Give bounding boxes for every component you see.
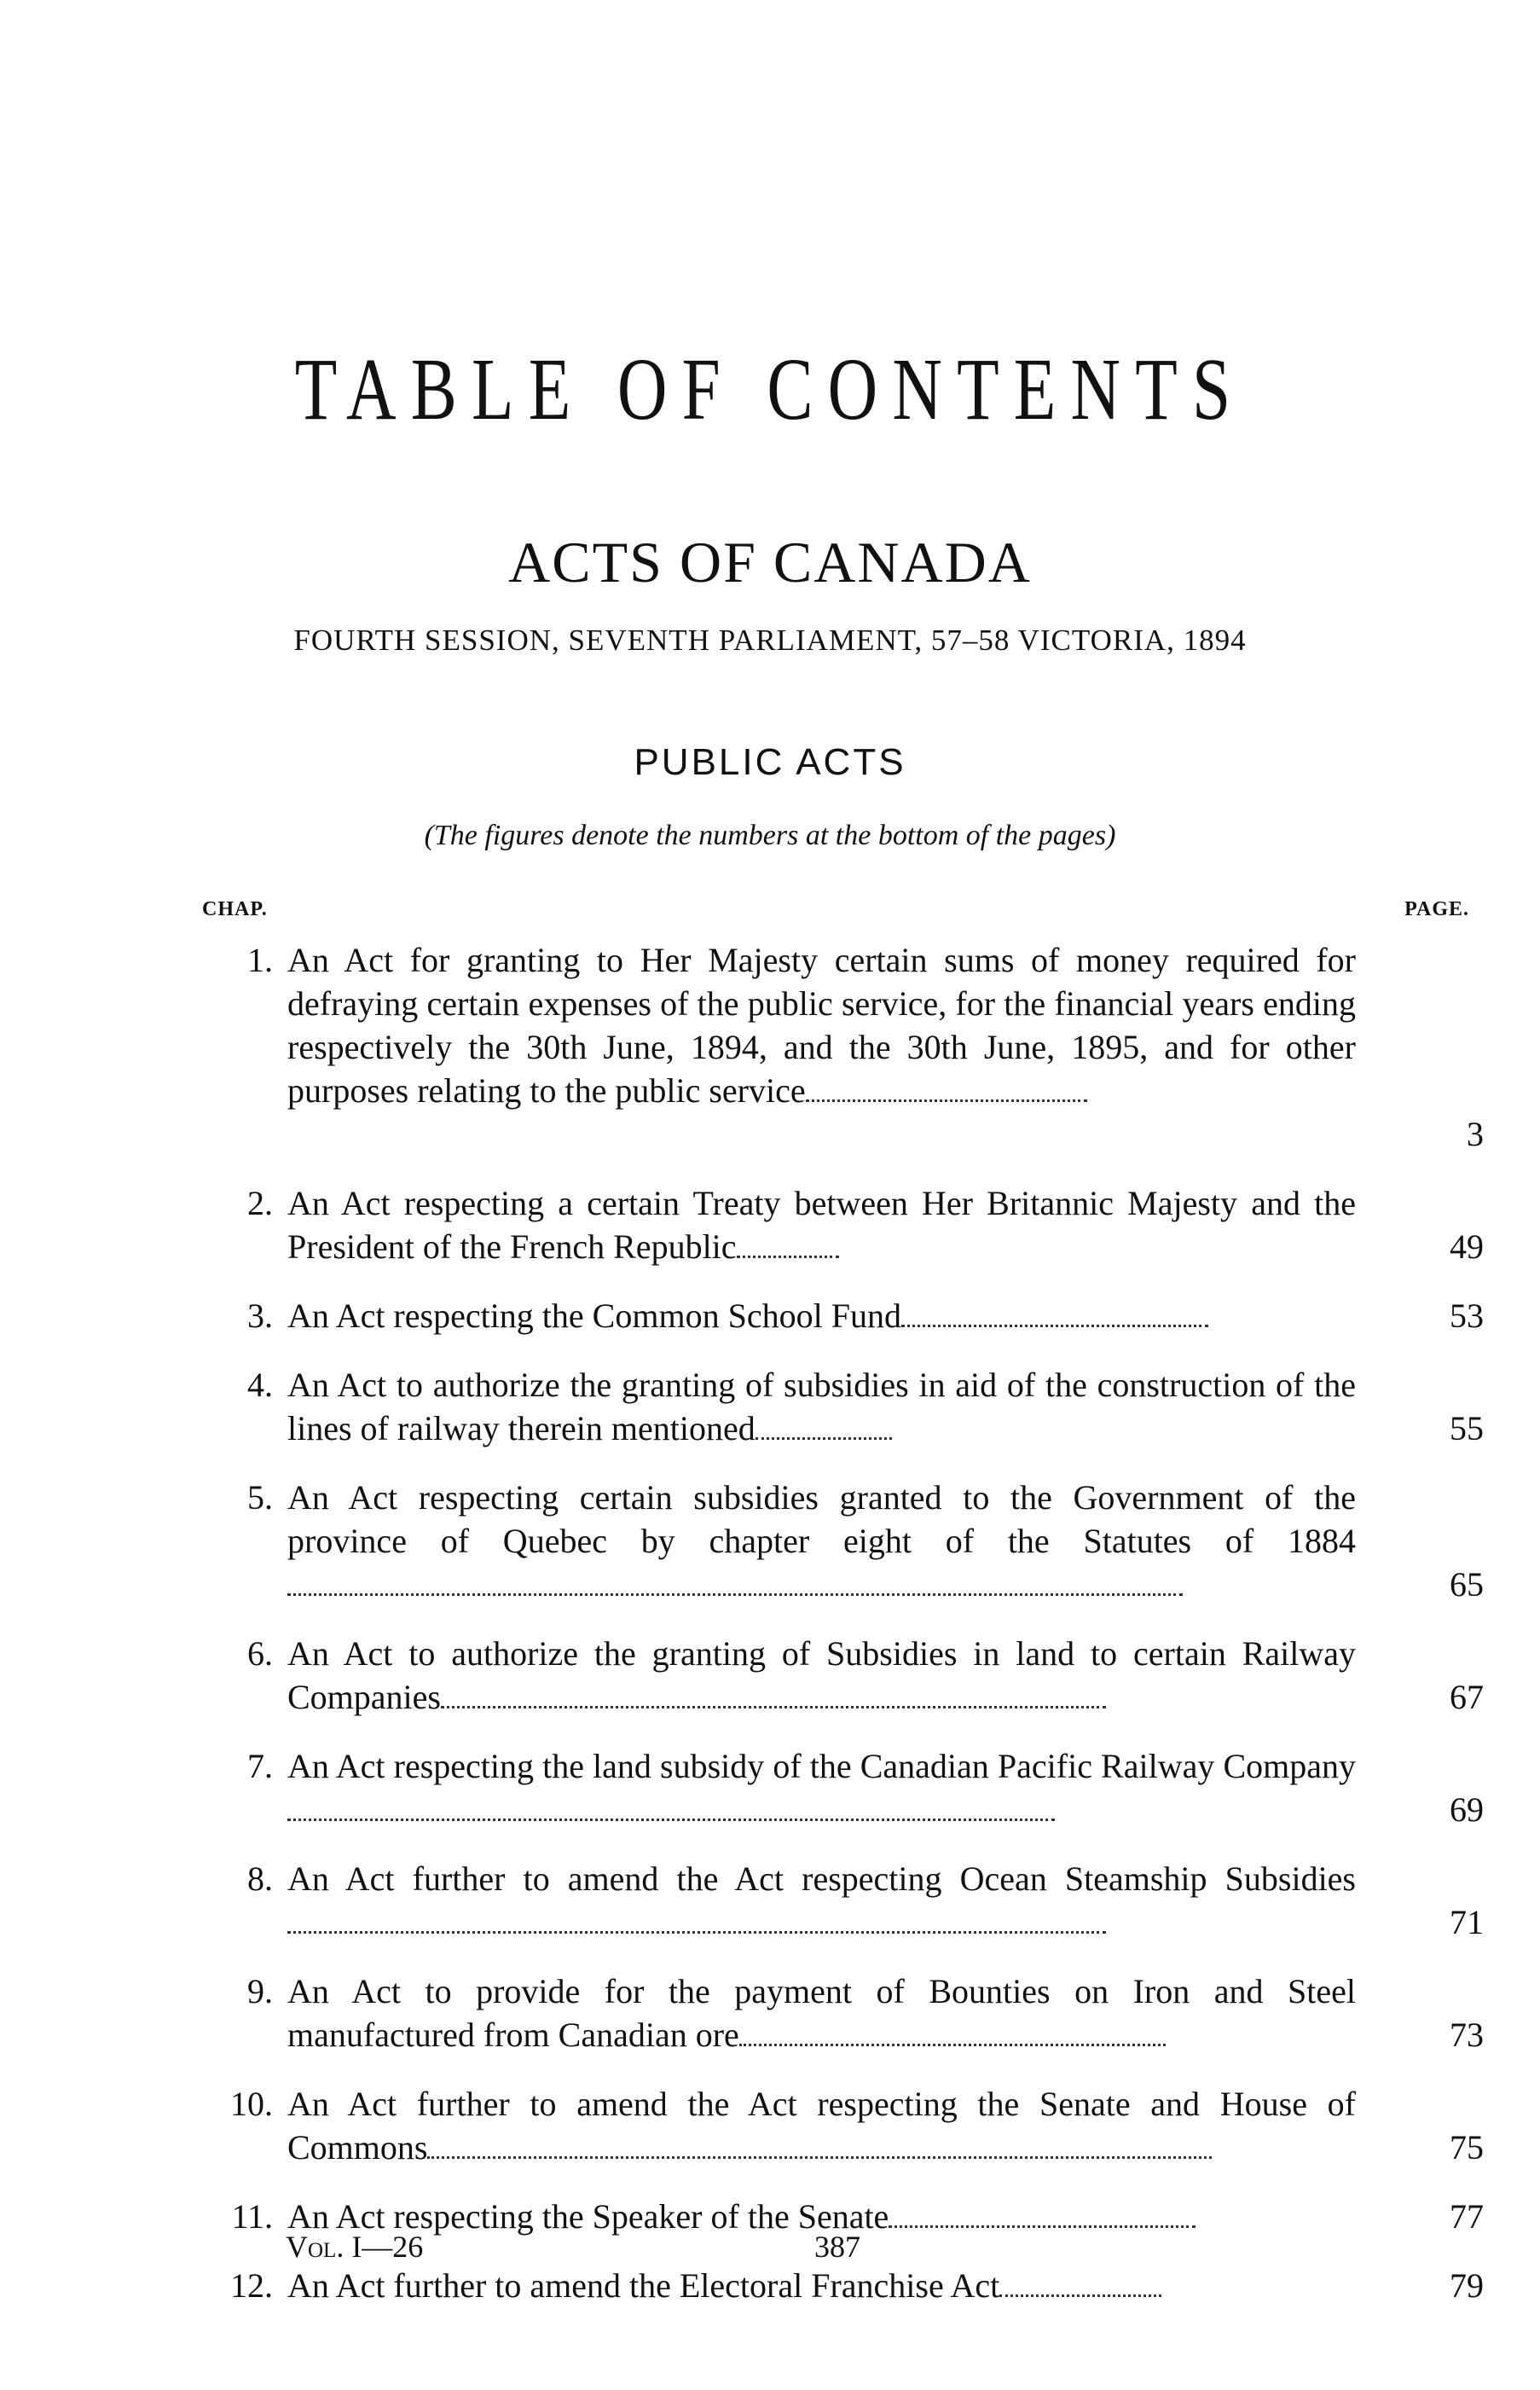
toc-entry (153, 1744, 1484, 1831)
chapter-number: 6. (247, 1634, 273, 1673)
act-title: An Act further to amend the Act respecting the Senate and House of Commons (287, 2085, 1356, 2167)
act-title: An Act respecting the Speaker of the Senate (287, 2197, 889, 2236)
toc-entry (153, 1294, 1484, 1337)
volume-signature: Vol. I—26 (286, 2230, 424, 2264)
act-title: An Act to provide for the payment of Bounties on Iron and Steel manufactured from Canadian ore (287, 1972, 1356, 2054)
chapter-number: 8. (247, 1859, 273, 1898)
page-note: (The figures denote the numbers at the bottom of the pages) (424, 820, 1116, 851)
page-number: 67 (1450, 1678, 1484, 1716)
act-title: An Act respecting certain subsidies granted to the Government of the province of Quebec by chapter eight of the Statutes of 1884 (287, 1478, 1356, 1560)
page-number: 55 (1450, 1409, 1484, 1447)
page-number: 3 (1467, 1115, 1484, 1153)
acts-subtitle: ACTS OF CANADA (508, 530, 1032, 595)
page-number: 79 (1450, 2266, 1484, 2305)
toc-entry (153, 2082, 1484, 2169)
act-title: An Act to authorize the granting of subsidies in aid of the construction of the lines of railway therein mentioned (287, 1366, 1356, 1447)
chapter-number: 11. (231, 2197, 273, 2236)
page-column-header: PAGE. (1404, 898, 1469, 920)
page-number: 75 (1450, 2128, 1484, 2167)
chapter-number: 12. (230, 2266, 273, 2305)
chapter-number: 5. (247, 1478, 273, 1517)
toc-entry (153, 2264, 1484, 2307)
chapter-number: 9. (247, 1972, 273, 2010)
chap-column-header: CHAP. (202, 898, 268, 920)
toc-entry (153, 1857, 1484, 1944)
act-title: An Act for granting to Her Majesty certain sums of money required for defraying certain expenses of the public service, for the financial years ending respectively the 30th June, 1894, and the 30th June, 1895, and for other purposes relating to the public service (287, 941, 1356, 1110)
page-number: 65 (1450, 1565, 1484, 1604)
chapter-number: 1. (247, 941, 273, 979)
toc-entry (153, 1476, 1484, 1606)
act-title: An Act respecting a certain Treaty between Her Britannic Majesty and the President of the French Republic (287, 1184, 1356, 1266)
chapter-number: 10. (230, 2085, 273, 2123)
chapter-number: 7. (247, 1747, 273, 1785)
act-title: An Act to authorize the granting of Subsidies in land to certain Railway Companies (287, 1634, 1356, 1716)
act-title: An Act further to amend the Act respecting Ocean Steamship Subsidies (287, 1859, 1356, 1898)
page-number: 69 (1450, 1790, 1484, 1829)
toc-entry (153, 938, 1484, 1156)
act-title: An Act further to amend the Electoral Franchise Act (287, 2266, 1000, 2305)
toc-entry (153, 1181, 1484, 1268)
page-number: 77 (1450, 2197, 1484, 2236)
toc-entry (153, 1632, 1484, 1719)
page-number: 49 (1450, 1227, 1484, 1266)
session-line: FOURTH SESSION, SEVENTH PARLIAMENT, 57–58 VICTORIA, 1894 (293, 624, 1247, 657)
toc-entry (153, 1969, 1484, 2056)
section-heading: PUBLIC ACTS (634, 741, 906, 783)
act-title: An Act respecting the Common School Fund (287, 1297, 901, 1335)
chapter-number: 3. (247, 1297, 273, 1335)
folio-number: 387 (814, 2230, 860, 2264)
contents-list (153, 938, 1484, 2333)
toc-entry (153, 1363, 1484, 1450)
page-number: 71 (1450, 1903, 1484, 1941)
act-title: An Act respecting the land subsidy of the Canadian Pacific Railway Company (287, 1747, 1356, 1785)
page-number: 53 (1450, 1297, 1484, 1335)
chapter-number: 2. (247, 1184, 273, 1222)
chapter-number: 4. (247, 1366, 273, 1404)
page-title: TABLE OF CONTENTS (294, 340, 1246, 438)
page-number: 73 (1450, 2016, 1484, 2054)
